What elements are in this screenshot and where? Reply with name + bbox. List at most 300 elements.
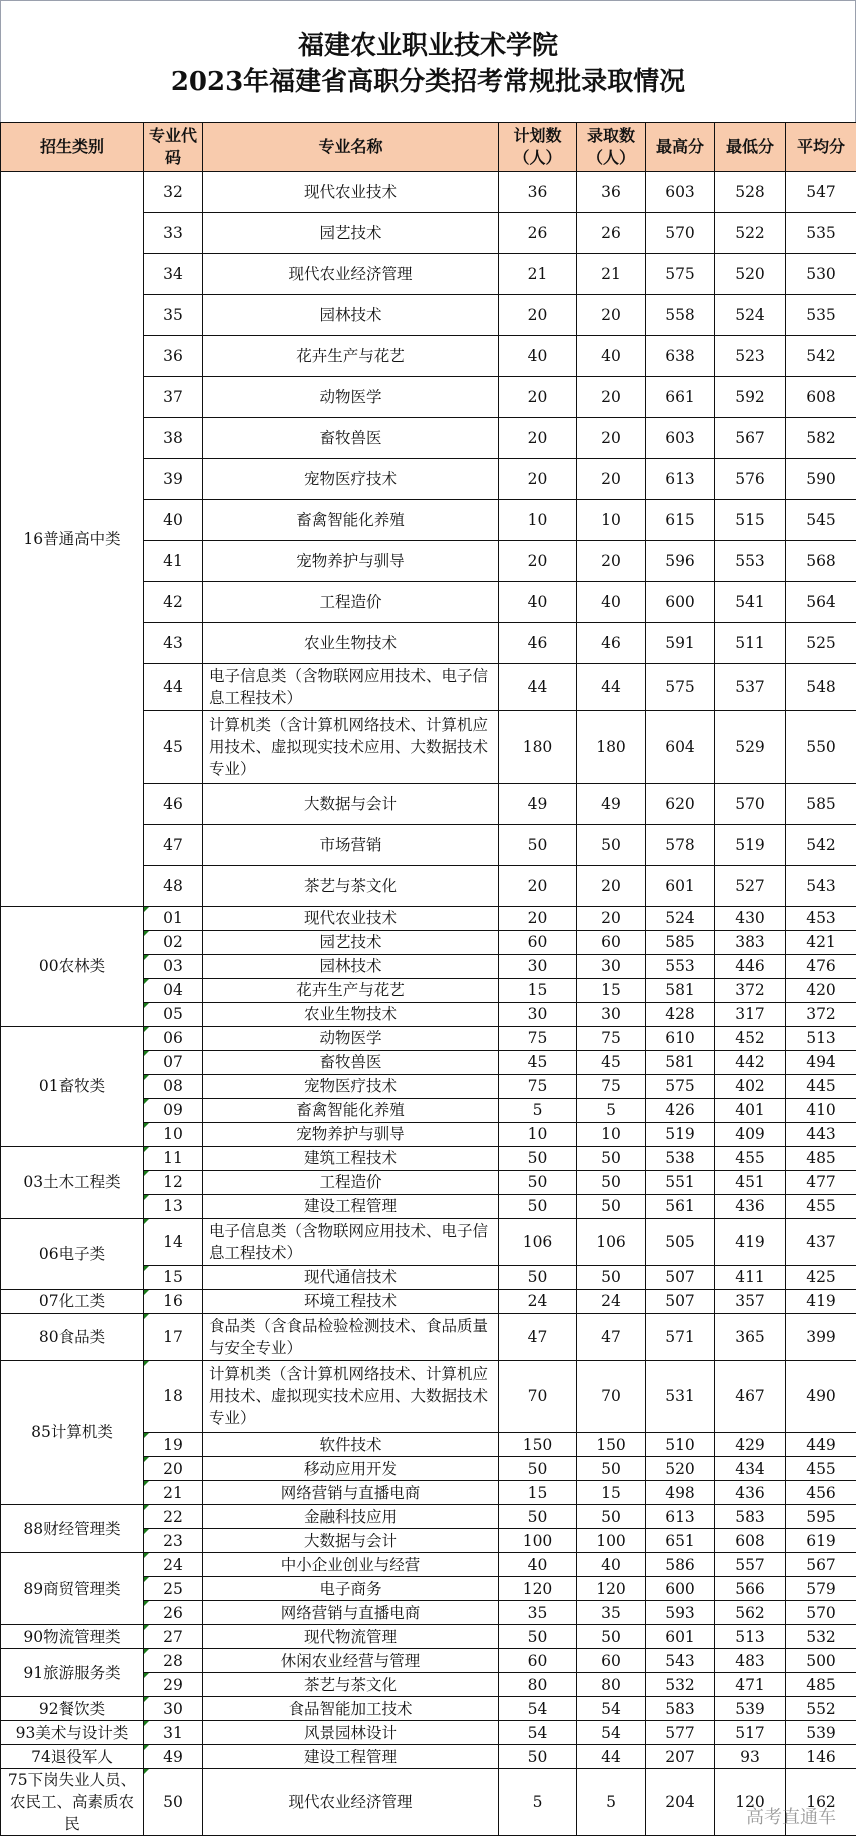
min-score-cell: 120	[715, 1769, 786, 1836]
major-name-cell: 移动应用开发	[203, 1457, 499, 1481]
avg-score-cell: 585	[786, 783, 856, 824]
code-cell: 17	[144, 1313, 203, 1360]
table-row	[1, 1697, 856, 1721]
header-category: 招生类别	[1, 123, 144, 172]
admitted-count-cell: 36	[577, 172, 646, 213]
min-score-cell: 570	[715, 783, 786, 824]
plan-count-cell: 20	[499, 295, 577, 336]
avg-score-cell: 567	[786, 1553, 856, 1577]
max-score-cell: 519	[646, 1122, 715, 1146]
max-score-cell: 613	[646, 1505, 715, 1529]
admitted-count-cell: 40	[577, 582, 646, 623]
major-name-cell: 环境工程技术	[203, 1289, 499, 1313]
table-row	[1, 1745, 856, 1769]
code-cell: 02	[144, 930, 203, 954]
avg-score-cell: 485	[786, 1146, 856, 1170]
min-score-cell: 372	[715, 978, 786, 1002]
min-score-cell: 402	[715, 1074, 786, 1098]
max-score-cell: 651	[646, 1529, 715, 1553]
plan-count-cell: 21	[499, 254, 577, 295]
category-cell: 07化工类	[1, 1289, 144, 1313]
category-cell: 90物流管理类	[1, 1625, 144, 1649]
major-name-cell: 现代通信技术	[203, 1265, 499, 1289]
max-score-cell: 575	[646, 664, 715, 711]
admitted-count-cell: 44	[577, 664, 646, 711]
plan-count-cell: 30	[499, 1002, 577, 1026]
avg-score-cell: 443	[786, 1122, 856, 1146]
admitted-count-cell: 120	[577, 1577, 646, 1601]
avg-score-cell: 543	[786, 865, 856, 906]
major-name-cell: 茶艺与茶文化	[203, 1673, 499, 1697]
major-name-cell: 软件技术	[203, 1433, 499, 1457]
admitted-count-cell: 24	[577, 1289, 646, 1313]
avg-score-cell: 550	[786, 711, 856, 784]
avg-score-cell: 552	[786, 1697, 856, 1721]
code-cell: 23	[144, 1529, 203, 1553]
code-cell: 48	[144, 865, 203, 906]
major-name-cell: 园林技术	[203, 954, 499, 978]
min-score-cell: 541	[715, 582, 786, 623]
code-cell: 32	[144, 172, 203, 213]
plan-count-cell: 20	[499, 541, 577, 582]
min-score-cell: 523	[715, 336, 786, 377]
max-score-cell: 520	[646, 1457, 715, 1481]
max-score-cell: 601	[646, 865, 715, 906]
avg-score-cell: 485	[786, 1673, 856, 1697]
plan-count-cell: 150	[499, 1433, 577, 1457]
code-cell: 40	[144, 500, 203, 541]
plan-count-cell: 50	[499, 1170, 577, 1194]
avg-score-cell: 146	[786, 1745, 856, 1769]
min-score-cell: 524	[715, 295, 786, 336]
min-score-cell: 483	[715, 1649, 786, 1673]
plan-count-cell: 50	[499, 824, 577, 865]
avg-score-cell: 421	[786, 930, 856, 954]
max-score-cell: 507	[646, 1289, 715, 1313]
admitted-count-cell: 30	[577, 954, 646, 978]
avg-score-cell: 570	[786, 1601, 856, 1625]
header-plan: 计划数（人）	[499, 123, 577, 172]
code-cell: 18	[144, 1360, 203, 1433]
admitted-count-cell: 10	[577, 1122, 646, 1146]
plan-count-cell: 20	[499, 459, 577, 500]
plan-count-cell: 47	[499, 1313, 577, 1360]
avg-score-cell: 539	[786, 1721, 856, 1745]
min-score-cell: 583	[715, 1505, 786, 1529]
major-name-cell: 电子信息类（含物联网应用技术、电子信息工程技术）	[203, 664, 499, 711]
code-cell: 44	[144, 664, 203, 711]
table-row	[1, 1625, 856, 1649]
avg-score-cell: 490	[786, 1360, 856, 1433]
max-score-cell: 531	[646, 1360, 715, 1433]
min-score-cell: 451	[715, 1170, 786, 1194]
max-score-cell: 524	[646, 906, 715, 930]
admitted-count-cell: 20	[577, 295, 646, 336]
max-score-cell: 207	[646, 1745, 715, 1769]
code-cell: 11	[144, 1146, 203, 1170]
category-cell: 91旅游服务类	[1, 1649, 144, 1697]
major-name-cell: 畜牧兽医	[203, 418, 499, 459]
code-cell: 37	[144, 377, 203, 418]
major-name-cell: 建设工程管理	[203, 1194, 499, 1218]
plan-count-cell: 30	[499, 954, 577, 978]
max-score-cell: 600	[646, 1577, 715, 1601]
min-score-cell: 452	[715, 1026, 786, 1050]
admitted-count-cell: 80	[577, 1673, 646, 1697]
category-cell: 74退役军人	[1, 1745, 144, 1769]
category-cell: 75下岗失业人员、农民工、高素质农民	[1, 1769, 144, 1836]
max-score-cell: 428	[646, 1002, 715, 1026]
admitted-count-cell: 49	[577, 783, 646, 824]
table-row	[1, 1721, 856, 1745]
code-cell: 06	[144, 1026, 203, 1050]
admitted-count-cell: 5	[577, 1769, 646, 1836]
plan-count-cell: 75	[499, 1074, 577, 1098]
avg-score-cell: 456	[786, 1481, 856, 1505]
admitted-count-cell: 20	[577, 541, 646, 582]
plan-count-cell: 26	[499, 213, 577, 254]
header-major: 专业名称	[203, 123, 499, 172]
major-name-cell: 宠物养护与驯导	[203, 541, 499, 582]
code-cell: 14	[144, 1218, 203, 1265]
avg-score-cell: 608	[786, 377, 856, 418]
min-score-cell: 592	[715, 377, 786, 418]
plan-count-cell: 36	[499, 172, 577, 213]
code-cell: 45	[144, 711, 203, 784]
avg-score-cell: 542	[786, 824, 856, 865]
admitted-count-cell: 50	[577, 1625, 646, 1649]
plan-count-cell: 80	[499, 1673, 577, 1697]
max-score-cell: 601	[646, 1625, 715, 1649]
plan-count-cell: 35	[499, 1601, 577, 1625]
plan-count-cell: 50	[499, 1265, 577, 1289]
plan-count-cell: 24	[499, 1289, 577, 1313]
code-cell: 30	[144, 1697, 203, 1721]
code-cell: 42	[144, 582, 203, 623]
major-name-cell: 现代农业技术	[203, 906, 499, 930]
min-score-cell: 365	[715, 1313, 786, 1360]
avg-score-cell: 532	[786, 1625, 856, 1649]
admitted-count-cell: 106	[577, 1218, 646, 1265]
title-block	[0, 0, 856, 122]
plan-count-cell: 10	[499, 1122, 577, 1146]
avg-score-cell: 535	[786, 295, 856, 336]
avg-score-cell: 582	[786, 418, 856, 459]
major-name-cell: 大数据与会计	[203, 1529, 499, 1553]
max-score-cell: 638	[646, 336, 715, 377]
max-score-cell: 561	[646, 1194, 715, 1218]
code-cell: 34	[144, 254, 203, 295]
category-cell: 03土木工程类	[1, 1146, 144, 1218]
header-admitted: 录取数（人）	[577, 123, 646, 172]
admitted-count-cell: 180	[577, 711, 646, 784]
major-name-cell: 金融科技应用	[203, 1505, 499, 1529]
watermark: 高考直通车	[746, 1807, 836, 1828]
code-cell: 16	[144, 1289, 203, 1313]
avg-score-cell: 530	[786, 254, 856, 295]
avg-score-cell: 619	[786, 1529, 856, 1553]
table-row	[1, 172, 856, 213]
max-score-cell: 603	[646, 172, 715, 213]
category-cell: 06电子类	[1, 1218, 144, 1289]
plan-count-cell: 75	[499, 1026, 577, 1050]
min-score-cell: 517	[715, 1721, 786, 1745]
min-score-cell: 608	[715, 1529, 786, 1553]
avg-score-cell: 445	[786, 1074, 856, 1098]
header-row	[1, 123, 856, 172]
max-score-cell: 578	[646, 824, 715, 865]
min-score-cell: 317	[715, 1002, 786, 1026]
plan-count-cell: 70	[499, 1360, 577, 1433]
major-name-cell: 园艺技术	[203, 213, 499, 254]
plan-count-cell: 45	[499, 1050, 577, 1074]
plan-count-cell: 40	[499, 336, 577, 377]
admitted-count-cell: 47	[577, 1313, 646, 1360]
max-score-cell: 510	[646, 1433, 715, 1457]
code-cell: 46	[144, 783, 203, 824]
admitted-count-cell: 35	[577, 1601, 646, 1625]
category-cell: 16普通高中类	[1, 172, 144, 907]
admitted-count-cell: 60	[577, 930, 646, 954]
min-score-cell: 383	[715, 930, 786, 954]
plan-count-cell: 54	[499, 1697, 577, 1721]
min-score-cell: 430	[715, 906, 786, 930]
admitted-count-cell: 75	[577, 1026, 646, 1050]
code-cell: 20	[144, 1457, 203, 1481]
plan-count-cell: 15	[499, 1481, 577, 1505]
major-name-cell: 休闲农业经营与管理	[203, 1649, 499, 1673]
admitted-count-cell: 50	[577, 1505, 646, 1529]
major-name-cell: 花卉生产与花艺	[203, 978, 499, 1002]
major-name-cell: 计算机类（含计算机网络技术、计算机应用技术、虚拟现实技术应用、大数据技术专业）	[203, 711, 499, 784]
min-score-cell: 436	[715, 1481, 786, 1505]
avg-score-cell: 437	[786, 1218, 856, 1265]
min-score-cell: 434	[715, 1457, 786, 1481]
code-cell: 39	[144, 459, 203, 500]
min-score-cell: 520	[715, 254, 786, 295]
min-score-cell: 436	[715, 1194, 786, 1218]
min-score-cell: 562	[715, 1601, 786, 1625]
min-score-cell: 522	[715, 213, 786, 254]
admitted-count-cell: 46	[577, 623, 646, 664]
plan-count-cell: 20	[499, 377, 577, 418]
admitted-count-cell: 44	[577, 1745, 646, 1769]
avg-score-cell: 542	[786, 336, 856, 377]
admitted-count-cell: 21	[577, 254, 646, 295]
major-name-cell: 电子信息类（含物联网应用技术、电子信息工程技术）	[203, 1218, 499, 1265]
admitted-count-cell: 50	[577, 824, 646, 865]
major-name-cell: 食品类（含食品检验检测技术、食品质量与安全专业）	[203, 1313, 499, 1360]
admitted-count-cell: 100	[577, 1529, 646, 1553]
admitted-count-cell: 40	[577, 1553, 646, 1577]
major-name-cell: 网络营销与直播电商	[203, 1481, 499, 1505]
min-score-cell: 467	[715, 1360, 786, 1433]
admitted-count-cell: 70	[577, 1360, 646, 1433]
header-code: 专业代码	[144, 123, 203, 172]
avg-score-cell: 568	[786, 541, 856, 582]
admitted-count-cell: 50	[577, 1170, 646, 1194]
major-name-cell: 网络营销与直播电商	[203, 1601, 499, 1625]
code-cell: 22	[144, 1505, 203, 1529]
code-cell: 09	[144, 1098, 203, 1122]
major-name-cell: 园艺技术	[203, 930, 499, 954]
min-score-cell: 511	[715, 623, 786, 664]
plan-count-cell: 50	[499, 1194, 577, 1218]
max-score-cell: 661	[646, 377, 715, 418]
max-score-cell: 507	[646, 1265, 715, 1289]
code-cell: 05	[144, 1002, 203, 1026]
avg-score-cell: 453	[786, 906, 856, 930]
max-score-cell: 204	[646, 1769, 715, 1836]
code-cell: 49	[144, 1745, 203, 1769]
min-score-cell: 515	[715, 500, 786, 541]
major-name-cell: 动物医学	[203, 377, 499, 418]
plan-count-cell: 180	[499, 711, 577, 784]
code-cell: 12	[144, 1170, 203, 1194]
code-cell: 31	[144, 1721, 203, 1745]
max-score-cell: 604	[646, 711, 715, 784]
major-name-cell: 园林技术	[203, 295, 499, 336]
min-score-cell: 411	[715, 1265, 786, 1289]
min-score-cell: 446	[715, 954, 786, 978]
school-title: 福建农业职业技术学院	[297, 31, 558, 61]
code-cell: 03	[144, 954, 203, 978]
max-score-cell: 603	[646, 418, 715, 459]
max-score-cell: 600	[646, 582, 715, 623]
major-name-cell: 计算机类（含计算机网络技术、计算机应用技术、虚拟现实技术应用、大数据技术专业）	[203, 1360, 499, 1433]
max-score-cell: 577	[646, 1721, 715, 1745]
code-cell: 33	[144, 213, 203, 254]
max-score-cell: 532	[646, 1673, 715, 1697]
category-cell: 92餐饮类	[1, 1697, 144, 1721]
code-cell: 10	[144, 1122, 203, 1146]
code-cell: 41	[144, 541, 203, 582]
category-cell: 00农林类	[1, 906, 144, 1026]
avg-score-cell: 419	[786, 1289, 856, 1313]
avg-score-cell: 425	[786, 1265, 856, 1289]
plan-count-cell: 100	[499, 1529, 577, 1553]
code-cell: 13	[144, 1194, 203, 1218]
major-name-cell: 畜牧兽医	[203, 1050, 499, 1074]
min-score-cell: 429	[715, 1433, 786, 1457]
max-score-cell: 586	[646, 1553, 715, 1577]
min-score-cell: 567	[715, 418, 786, 459]
major-name-cell: 市场营销	[203, 824, 499, 865]
major-name-cell: 宠物养护与驯导	[203, 1122, 499, 1146]
major-name-cell: 风景园林设计	[203, 1721, 499, 1745]
admitted-count-cell: 54	[577, 1721, 646, 1745]
min-score-cell: 401	[715, 1098, 786, 1122]
plan-count-cell: 50	[499, 1146, 577, 1170]
plan-count-cell: 40	[499, 1553, 577, 1577]
max-score-cell: 553	[646, 954, 715, 978]
code-cell: 27	[144, 1625, 203, 1649]
code-cell: 38	[144, 418, 203, 459]
plan-count-cell: 15	[499, 978, 577, 1002]
category-cell: 85计算机类	[1, 1360, 144, 1505]
max-score-cell: 551	[646, 1170, 715, 1194]
admitted-count-cell: 20	[577, 459, 646, 500]
major-name-cell: 工程造价	[203, 1170, 499, 1194]
table-row	[1, 1649, 856, 1673]
max-score-cell: 581	[646, 1050, 715, 1074]
admitted-count-cell: 50	[577, 1457, 646, 1481]
code-cell: 35	[144, 295, 203, 336]
plan-count-cell: 40	[499, 582, 577, 623]
avg-score-cell: 420	[786, 978, 856, 1002]
admitted-count-cell: 10	[577, 500, 646, 541]
header-avg: 平均分	[786, 123, 856, 172]
max-score-cell: 583	[646, 1697, 715, 1721]
max-score-cell: 558	[646, 295, 715, 336]
code-cell: 28	[144, 1649, 203, 1673]
major-name-cell: 花卉生产与花艺	[203, 336, 499, 377]
avg-score-cell: 535	[786, 213, 856, 254]
min-score-cell: 528	[715, 172, 786, 213]
min-score-cell: 537	[715, 664, 786, 711]
table-row	[1, 1026, 856, 1050]
admitted-count-cell: 15	[577, 978, 646, 1002]
table-row	[1, 1146, 856, 1170]
avg-score-cell: 477	[786, 1170, 856, 1194]
admitted-count-cell: 26	[577, 213, 646, 254]
admitted-count-cell: 5	[577, 1098, 646, 1122]
category-cell: 80食品类	[1, 1313, 144, 1360]
min-score-cell: 513	[715, 1625, 786, 1649]
admitted-count-cell: 50	[577, 1146, 646, 1170]
max-score-cell: 615	[646, 500, 715, 541]
plan-count-cell: 50	[499, 1625, 577, 1649]
major-name-cell: 畜禽智能化养殖	[203, 1098, 499, 1122]
max-score-cell: 596	[646, 541, 715, 582]
admitted-count-cell: 20	[577, 906, 646, 930]
code-cell: 26	[144, 1601, 203, 1625]
code-cell: 19	[144, 1433, 203, 1457]
admitted-count-cell: 150	[577, 1433, 646, 1457]
header-min: 最低分	[715, 123, 786, 172]
code-cell: 01	[144, 906, 203, 930]
plan-count-cell: 60	[499, 930, 577, 954]
header-max: 最高分	[646, 123, 715, 172]
admitted-count-cell: 20	[577, 865, 646, 906]
plan-count-cell: 44	[499, 664, 577, 711]
min-score-cell: 529	[715, 711, 786, 784]
category-cell: 88财经管理类	[1, 1505, 144, 1553]
category-cell: 93美术与设计类	[1, 1721, 144, 1745]
avg-score-cell: 494	[786, 1050, 856, 1074]
plan-count-cell: 60	[499, 1649, 577, 1673]
max-score-cell: 505	[646, 1218, 715, 1265]
table-row	[1, 1289, 856, 1313]
major-name-cell: 农业生物技术	[203, 1002, 499, 1026]
major-name-cell: 茶艺与茶文化	[203, 865, 499, 906]
max-score-cell: 543	[646, 1649, 715, 1673]
min-score-cell: 442	[715, 1050, 786, 1074]
avg-score-cell: 500	[786, 1649, 856, 1673]
min-score-cell: 553	[715, 541, 786, 582]
code-cell: 15	[144, 1265, 203, 1289]
major-name-cell: 大数据与会计	[203, 783, 499, 824]
avg-score-cell: 564	[786, 582, 856, 623]
min-score-cell: 471	[715, 1673, 786, 1697]
min-score-cell: 539	[715, 1697, 786, 1721]
avg-score-cell: 372	[786, 1002, 856, 1026]
max-score-cell: 575	[646, 254, 715, 295]
avg-score-cell: 476	[786, 954, 856, 978]
plan-count-cell: 50	[499, 1745, 577, 1769]
code-cell: 43	[144, 623, 203, 664]
admitted-count-cell: 45	[577, 1050, 646, 1074]
